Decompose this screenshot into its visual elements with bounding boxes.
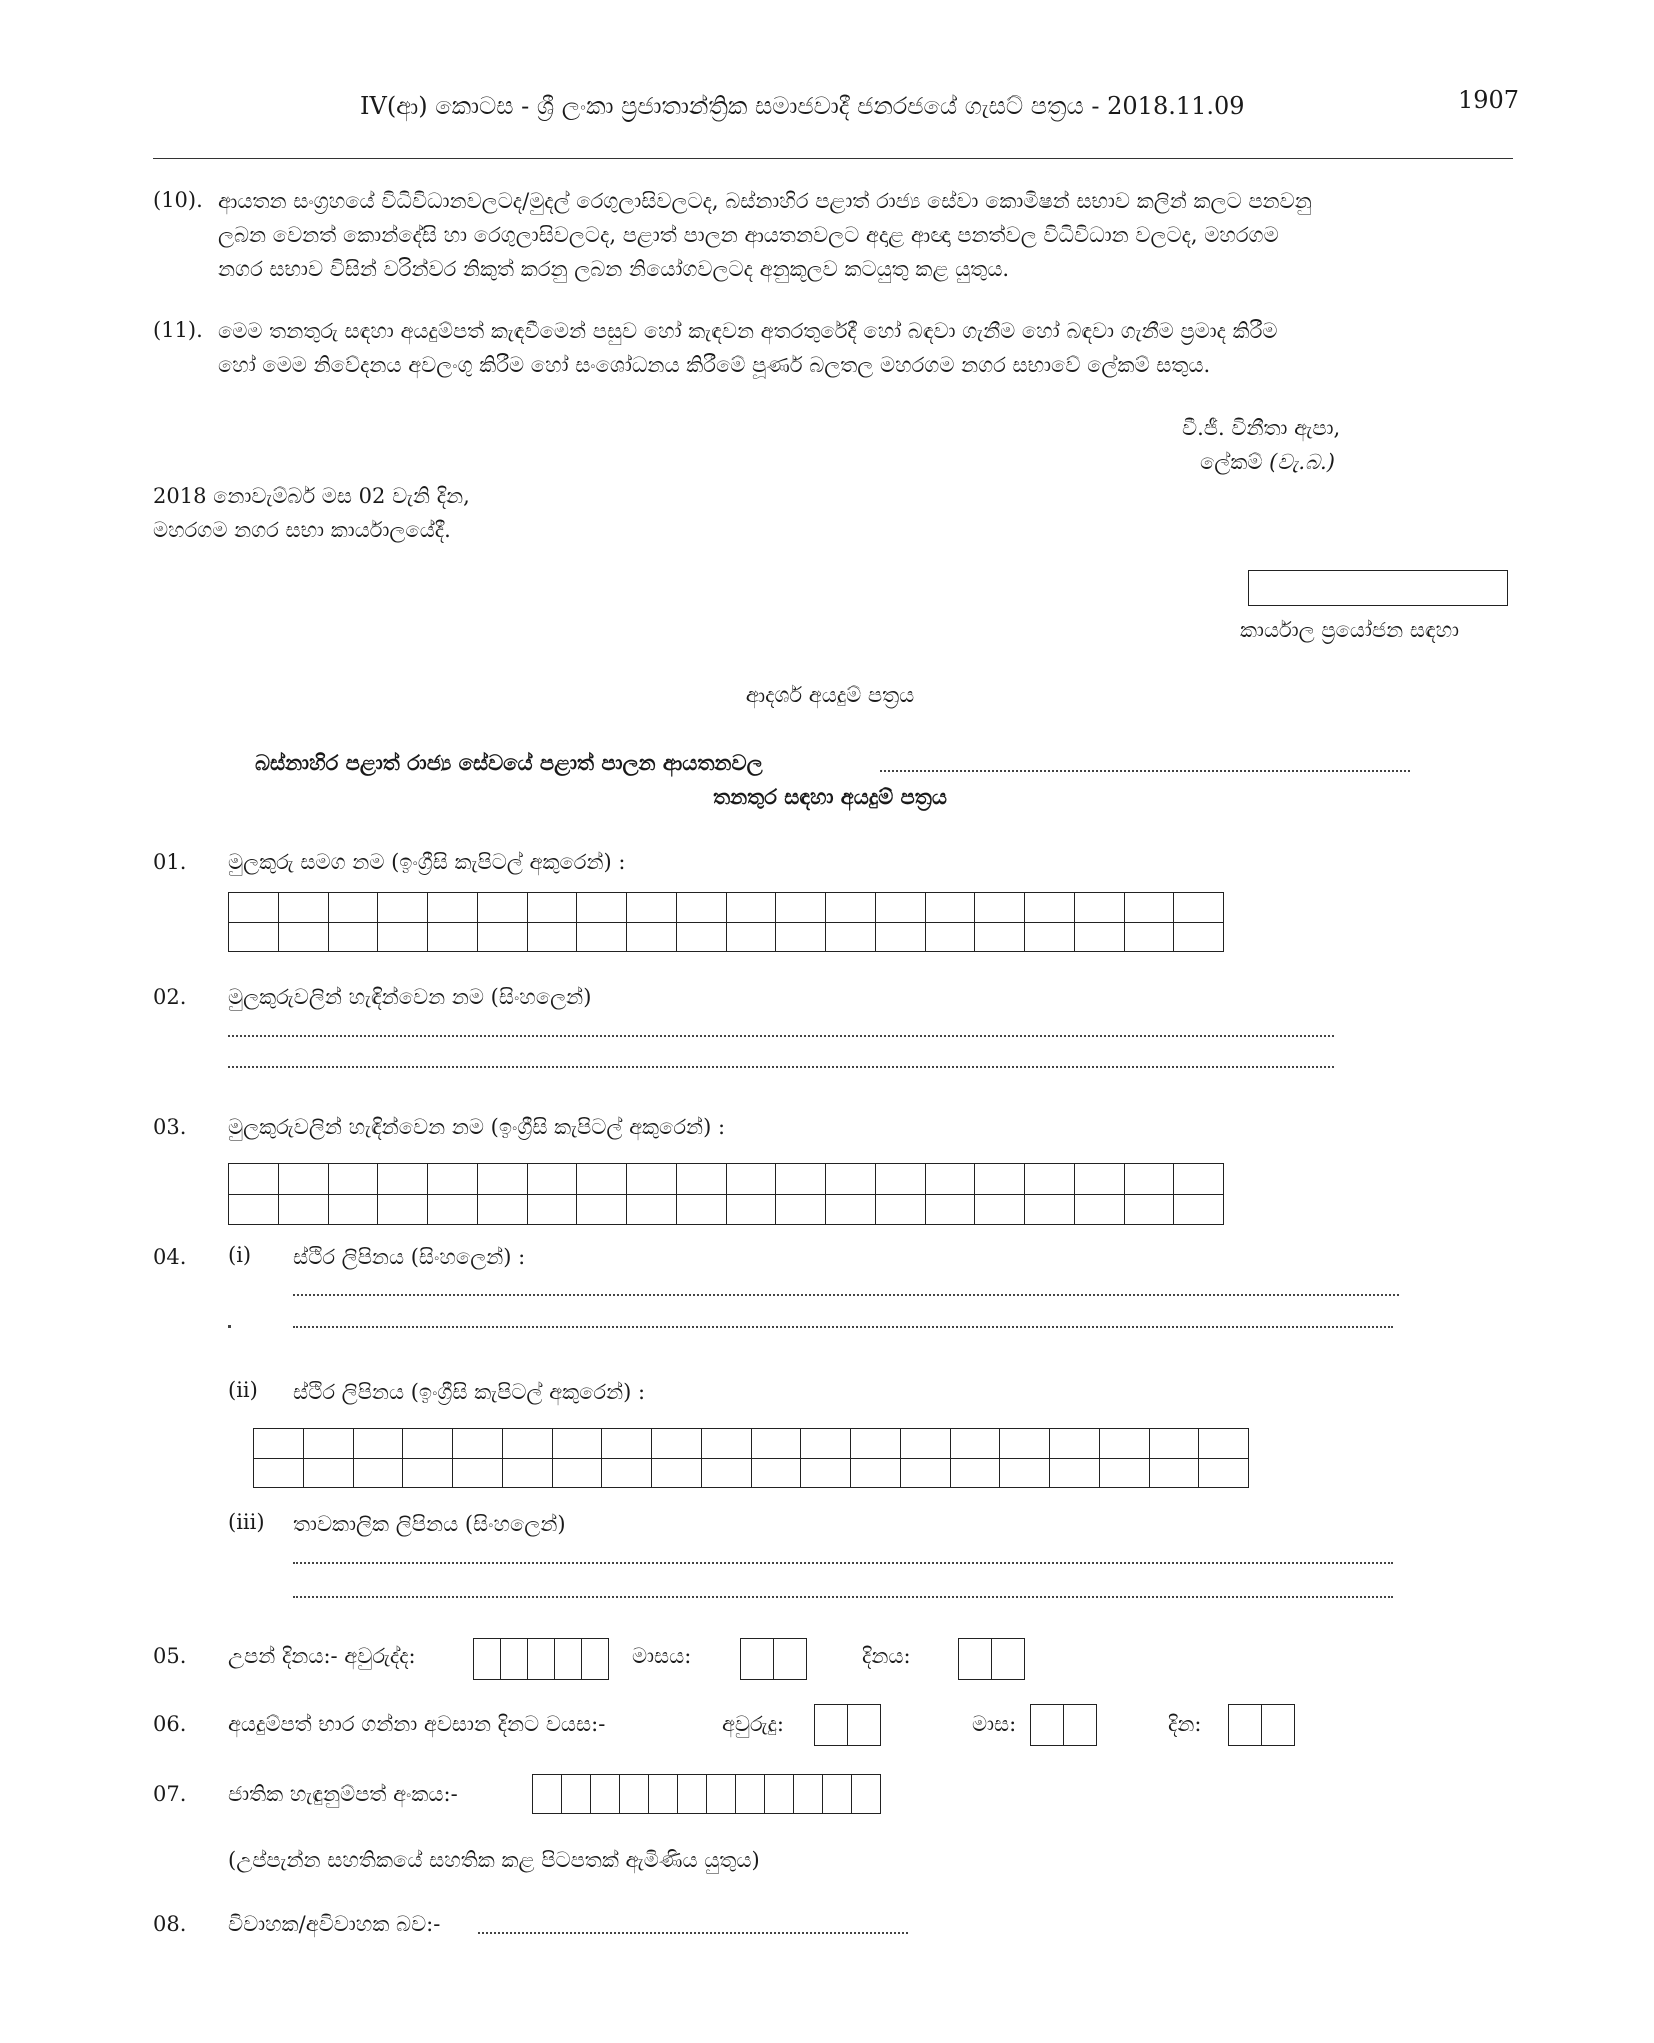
- digit-box[interactable]: [706, 1775, 735, 1813]
- q04-iii-line-1[interactable]: [293, 1562, 1393, 1564]
- q06-days-label: දින:: [1168, 1712, 1202, 1736]
- grid-cell[interactable]: [1074, 893, 1124, 923]
- digit-box[interactable]: [677, 1775, 706, 1813]
- q05-year-boxes[interactable]: [473, 1638, 609, 1680]
- signatory-title: [1200, 450, 1335, 475]
- grid-cell[interactable]: [502, 1429, 552, 1459]
- model-form-title: ආදර්ශ අයදුම් පත්‍රය: [745, 683, 915, 707]
- q05-month-label: මාසය:: [632, 1644, 692, 1668]
- q03-label: මුලකුරුවලින් හැඳින්වෙන නම (ඉංග්‍රීසි කැපිටල් අකුරෙන්) :: [228, 1115, 726, 1139]
- digit-box[interactable]: [851, 1775, 880, 1813]
- grid-cell[interactable]: [826, 1194, 876, 1225]
- grid-cell[interactable]: [428, 1194, 478, 1225]
- grid-cell[interactable]: [378, 1164, 428, 1195]
- form-heading-line2: තනතුර සඳහා අයදුම් පත්‍රය: [713, 784, 947, 809]
- q05-label: උපන් දිනය:- අවුරුද්ද:: [228, 1644, 416, 1668]
- grid-cell[interactable]: [826, 1164, 876, 1195]
- grid-cell[interactable]: [751, 1429, 801, 1459]
- grid-cell[interactable]: [726, 1164, 776, 1195]
- grid-cell[interactable]: [875, 922, 925, 952]
- q04-ii-letter-grid[interactable]: [253, 1428, 1249, 1488]
- notice-place: මහරගම නගර සභා කාර්යාලයේදී.: [153, 518, 451, 542]
- grid-cell[interactable]: [851, 1458, 901, 1488]
- clause-11-line: හෝ මෙම නිවේදනය අවලංගු කිරීම හෝ සංශෝධනය කිරීමේ පූර්ණ බලතල මහරගම නගර සභාවේ ලේකම් සතුය.: [218, 353, 1211, 377]
- q07-number: 07.: [153, 1782, 187, 1806]
- grid-cell[interactable]: [1174, 922, 1224, 952]
- q03-number: 03.: [153, 1115, 187, 1139]
- form-heading-line1: [255, 750, 763, 776]
- digit-box[interactable]: [735, 1775, 764, 1813]
- grid-cell[interactable]: [328, 922, 378, 952]
- grid-cell[interactable]: [577, 922, 627, 952]
- digit-box[interactable]: [822, 1775, 851, 1813]
- grid-cell[interactable]: [229, 1164, 279, 1195]
- grid-cell[interactable]: [353, 1429, 403, 1459]
- digit-box[interactable]: [527, 1639, 554, 1679]
- grid-cell[interactable]: [1174, 1194, 1224, 1225]
- digit-box[interactable]: [590, 1775, 619, 1813]
- q04-i-number: (i): [228, 1243, 252, 1267]
- grid-cell[interactable]: [1074, 1194, 1124, 1225]
- grid-cell[interactable]: [950, 1458, 1000, 1488]
- grid-cell[interactable]: [1149, 1458, 1199, 1488]
- grid-cell[interactable]: [925, 893, 975, 923]
- grid-cell[interactable]: [278, 922, 328, 952]
- clause-10-line: ලබන වෙනත් කොන්දේසි හා රෙගුලාසිවලටද, පළාත් පාලන ආයතනවලට අදාළ ආඥා පනත්වල විධිවිධාන වලටද, මහරගම: [218, 223, 1279, 247]
- grid-row: [229, 1194, 1224, 1225]
- grid-cell[interactable]: [278, 893, 328, 923]
- grid-cell[interactable]: [552, 1429, 602, 1459]
- q06-years-label: අවුරුදු:: [722, 1712, 784, 1736]
- signatory-title-text: ලේකම්: [1200, 450, 1263, 474]
- digit-box[interactable]: [581, 1639, 608, 1679]
- q04-iii-line-2[interactable]: [293, 1596, 1393, 1598]
- q05-day-label: දිනය:: [862, 1644, 911, 1668]
- grid-cell[interactable]: [900, 1458, 950, 1488]
- grid-cell[interactable]: [527, 1164, 577, 1195]
- grid-cell[interactable]: [1000, 1458, 1050, 1488]
- page-number: 1907: [1458, 86, 1520, 114]
- institution-name-field[interactable]: [880, 770, 1410, 772]
- q06-label: අයදුම්පත් භාර ගන්නා අවසාන දිනට වයස:-: [228, 1712, 606, 1736]
- grid-cell[interactable]: [602, 1429, 652, 1459]
- grid-cell[interactable]: [701, 1458, 751, 1488]
- grid-cell[interactable]: [303, 1458, 353, 1488]
- q08-label: විවාහක/අවිවාහක බව:-: [228, 1912, 441, 1936]
- clause-10-number: (10).: [153, 188, 203, 212]
- grid-cell[interactable]: [1025, 922, 1075, 952]
- grid-cell[interactable]: [801, 1458, 851, 1488]
- grid-cell[interactable]: [851, 1429, 901, 1459]
- grid-cell[interactable]: [428, 893, 478, 923]
- grid-cell[interactable]: [1199, 1429, 1249, 1459]
- stray-dot: [228, 1325, 231, 1328]
- signatory-name: වී.ජී. විනීතා ඇපා,: [1182, 416, 1341, 440]
- digit-box[interactable]: [793, 1775, 822, 1813]
- digit-box[interactable]: [847, 1705, 880, 1745]
- grid-cell[interactable]: [975, 1164, 1025, 1195]
- grid-row: [254, 1429, 1249, 1459]
- grid-cell[interactable]: [652, 1458, 702, 1488]
- digit-box[interactable]: [561, 1775, 590, 1813]
- digit-box[interactable]: [991, 1639, 1024, 1679]
- grid-cell[interactable]: [950, 1429, 1000, 1459]
- q08-answer-line[interactable]: [478, 1932, 908, 1934]
- digit-box[interactable]: [741, 1639, 773, 1679]
- clause-10-line: නගර සභාව විසින් වරින්වර නිකුත් කරනු ලබන නියෝගවලටද අනුකූලව කටයුතු කළ යුතුය.: [218, 257, 1010, 281]
- q04-ii-number: (ii): [228, 1378, 258, 1402]
- q06-number: 06.: [153, 1712, 187, 1736]
- grid-cell[interactable]: [1174, 893, 1224, 923]
- form-heading-text: බස්නාහිර පළාත් රාජ්‍ය සේවයේ පළාත් පාලන ආයතනවල: [255, 750, 763, 775]
- notice-date: 2018 නොවැම්බර් මස 02 වැනි දින,: [153, 484, 470, 508]
- grid-cell[interactable]: [1174, 1164, 1224, 1195]
- grid-cell[interactable]: [701, 1429, 751, 1459]
- grid-cell[interactable]: [577, 893, 627, 923]
- digit-box[interactable]: [500, 1639, 527, 1679]
- digit-box[interactable]: [1063, 1705, 1096, 1745]
- grid-cell[interactable]: [328, 1194, 378, 1225]
- grid-cell[interactable]: [776, 1164, 826, 1195]
- grid-cell[interactable]: [900, 1429, 950, 1459]
- grid-cell[interactable]: [378, 893, 428, 923]
- signatory-title-suffix: (වැ.බ.): [1269, 450, 1335, 474]
- digit-box[interactable]: [474, 1639, 500, 1679]
- grid-cell[interactable]: [975, 922, 1025, 952]
- q06-months-label: මාස:: [972, 1712, 1017, 1736]
- gazette-header-title: IV(ආ) කොටස - ශ්‍රී ලංකා ප්‍රජාතාන්ත්‍රික සමාජවාදී ජනරජයේ ගැසට් පත්‍රය - 2018.11.09: [360, 92, 1245, 120]
- grid-cell[interactable]: [254, 1458, 304, 1488]
- grid-cell[interactable]: [1149, 1429, 1199, 1459]
- grid-cell[interactable]: [328, 1164, 378, 1195]
- grid-cell[interactable]: [254, 1429, 304, 1459]
- grid-row: [229, 1164, 1224, 1195]
- grid-cell[interactable]: [875, 893, 925, 923]
- grid-cell[interactable]: [378, 1194, 428, 1225]
- grid-cell[interactable]: [229, 893, 279, 923]
- digit-box[interactable]: [1261, 1705, 1294, 1745]
- grid-cell[interactable]: [826, 893, 876, 923]
- grid-cell[interactable]: [676, 1194, 726, 1225]
- digit-box[interactable]: [1031, 1705, 1063, 1745]
- q08-number: 08.: [153, 1912, 187, 1936]
- grid-cell[interactable]: [776, 1194, 826, 1225]
- grid-cell[interactable]: [627, 1194, 677, 1225]
- grid-cell[interactable]: [726, 922, 776, 952]
- q04-number: 04.: [153, 1245, 187, 1269]
- digit-box[interactable]: [619, 1775, 648, 1813]
- q02-line-2[interactable]: [228, 1066, 1334, 1068]
- grid-cell[interactable]: [527, 1194, 577, 1225]
- grid-cell[interactable]: [477, 1164, 527, 1195]
- grid-cell[interactable]: [676, 1164, 726, 1195]
- digit-box[interactable]: [959, 1639, 991, 1679]
- grid-cell[interactable]: [453, 1458, 503, 1488]
- clause-10-text: [218, 184, 1518, 286]
- grid-cell[interactable]: [328, 893, 378, 923]
- q04-iii-number: (iii): [228, 1510, 265, 1534]
- grid-cell[interactable]: [403, 1429, 453, 1459]
- grid-cell[interactable]: [652, 1429, 702, 1459]
- grid-cell[interactable]: [477, 893, 527, 923]
- grid-cell[interactable]: [1025, 893, 1075, 923]
- q01-label: මුලකුරු සමග නම (ඉංග්‍රීසි කැපිටල් අකුරෙන්) :: [228, 850, 626, 874]
- q06-years-boxes[interactable]: [814, 1704, 881, 1746]
- q01-letter-grid[interactable]: [228, 892, 1224, 952]
- grid-cell[interactable]: [602, 1458, 652, 1488]
- grid-cell[interactable]: [1025, 1194, 1075, 1225]
- grid-cell[interactable]: [552, 1458, 602, 1488]
- grid-cell[interactable]: [527, 893, 577, 923]
- q03-letter-grid[interactable]: [228, 1163, 1224, 1225]
- grid-cell[interactable]: [975, 893, 1025, 923]
- q04-i-line-1[interactable]: [293, 1294, 1399, 1296]
- grid-cell[interactable]: [875, 1164, 925, 1195]
- grid-cell[interactable]: [477, 1194, 527, 1225]
- grid-cell[interactable]: [1025, 1164, 1075, 1195]
- grid-cell[interactable]: [776, 893, 826, 923]
- grid-cell[interactable]: [676, 893, 726, 923]
- grid-cell[interactable]: [676, 922, 726, 952]
- q06-months-boxes[interactable]: [1030, 1704, 1097, 1746]
- q06-days-boxes[interactable]: [1228, 1704, 1295, 1746]
- grid-cell[interactable]: [875, 1194, 925, 1225]
- grid-cell[interactable]: [453, 1429, 503, 1459]
- q04-ii-label: ස්ථිර ලිපිනය (ඉංග්‍රීසි කැපිටල් අකුරෙන්) :: [293, 1380, 646, 1404]
- office-use-label: කාර්යාල ප්‍රයෝජන සඳහා: [1240, 618, 1460, 642]
- grid-cell[interactable]: [1124, 1194, 1174, 1225]
- q01-number: 01.: [153, 850, 187, 874]
- grid-cell[interactable]: [303, 1429, 353, 1459]
- grid-cell[interactable]: [975, 1194, 1025, 1225]
- grid-cell[interactable]: [577, 1164, 627, 1195]
- q05-day-boxes[interactable]: [958, 1638, 1025, 1680]
- office-use-box[interactable]: [1248, 570, 1508, 606]
- grid-cell[interactable]: [1124, 1164, 1174, 1195]
- grid-cell[interactable]: [925, 1164, 975, 1195]
- grid-row: [229, 922, 1224, 952]
- digit-box[interactable]: [773, 1639, 806, 1679]
- grid-cell[interactable]: [502, 1458, 552, 1488]
- grid-cell[interactable]: [1000, 1429, 1050, 1459]
- grid-cell[interactable]: [627, 893, 677, 923]
- grid-cell[interactable]: [1050, 1458, 1100, 1488]
- grid-row: [254, 1458, 1249, 1488]
- digit-box[interactable]: [648, 1775, 677, 1813]
- q02-line-1[interactable]: [228, 1035, 1334, 1037]
- grid-cell[interactable]: [1124, 922, 1174, 952]
- grid-cell[interactable]: [527, 922, 577, 952]
- q05-number: 05.: [153, 1644, 187, 1668]
- grid-cell[interactable]: [1099, 1429, 1149, 1459]
- digit-box[interactable]: [1229, 1705, 1261, 1745]
- grid-cell[interactable]: [751, 1458, 801, 1488]
- grid-cell[interactable]: [627, 922, 677, 952]
- grid-cell[interactable]: [1074, 922, 1124, 952]
- q07-nic-boxes[interactable]: [532, 1774, 881, 1814]
- q07-label: ජාතික හැඳුනුම්පත් අංකය:-: [228, 1782, 458, 1806]
- grid-cell[interactable]: [925, 1194, 975, 1225]
- clause-11-number: (11).: [153, 318, 203, 342]
- q07-note: (උප්පැන්න සහතිකයේ සහතික කළ පිටපතක් ඇමිණිය යුතුය): [228, 1848, 760, 1872]
- clause-11-text: [218, 314, 1518, 382]
- grid-cell[interactable]: [1199, 1458, 1249, 1488]
- grid-cell[interactable]: [826, 922, 876, 952]
- q05-month-boxes[interactable]: [740, 1638, 807, 1680]
- digit-box[interactable]: [554, 1639, 581, 1679]
- clause-10-line: ආයතන සංග්‍රහයේ විධිවිධානවලටද/මුදල් රෙගුලාසිවලටද, බස්නාහිර පළාත් රාජ්‍ය සේවා කොමිෂන් සභාව කලින් කලට පනවනු: [218, 189, 1312, 213]
- grid-cell[interactable]: [726, 893, 776, 923]
- grid-cell[interactable]: [278, 1164, 328, 1195]
- q02-number: 02.: [153, 985, 187, 1009]
- grid-cell[interactable]: [627, 1164, 677, 1195]
- grid-cell[interactable]: [477, 922, 527, 952]
- grid-cell[interactable]: [1050, 1429, 1100, 1459]
- grid-cell[interactable]: [403, 1458, 453, 1488]
- grid-cell[interactable]: [801, 1429, 851, 1459]
- grid-cell[interactable]: [229, 922, 279, 952]
- grid-cell[interactable]: [353, 1458, 403, 1488]
- digit-box[interactable]: [815, 1705, 847, 1745]
- grid-cell[interactable]: [378, 922, 428, 952]
- grid-cell[interactable]: [577, 1194, 627, 1225]
- grid-cell[interactable]: [925, 922, 975, 952]
- grid-cell[interactable]: [776, 922, 826, 952]
- header-rule: [153, 158, 1513, 159]
- grid-row: [229, 893, 1224, 923]
- grid-cell[interactable]: [428, 1164, 478, 1195]
- q04-i-line-2[interactable]: [293, 1326, 1393, 1328]
- grid-cell[interactable]: [1124, 893, 1174, 923]
- digit-box[interactable]: [533, 1775, 561, 1813]
- grid-cell[interactable]: [229, 1194, 279, 1225]
- grid-cell[interactable]: [278, 1194, 328, 1225]
- digit-box[interactable]: [764, 1775, 793, 1813]
- grid-cell[interactable]: [1074, 1164, 1124, 1195]
- q02-label: මුලකුරුවලින් හැඳින්වෙන නම (සිංහලෙන්): [228, 985, 592, 1009]
- grid-cell[interactable]: [726, 1194, 776, 1225]
- grid-cell[interactable]: [1099, 1458, 1149, 1488]
- q04-iii-label: තාවකාලික ලිපිනය (සිංහලෙන්): [293, 1512, 566, 1536]
- q04-i-label: ස්ථිර ලිපිනය (සිංහලෙන්) :: [293, 1245, 526, 1269]
- grid-cell[interactable]: [428, 922, 478, 952]
- clause-11-line: මෙම තනතුරු සඳහා අයදුම්පත් කැඳවීමෙන් පසුව හෝ කැඳවන අතරතුරේදී හෝ බඳවා ගැනීම හෝ බඳවා ගැනීම ප්‍රමාද කිරීම: [218, 319, 1278, 343]
